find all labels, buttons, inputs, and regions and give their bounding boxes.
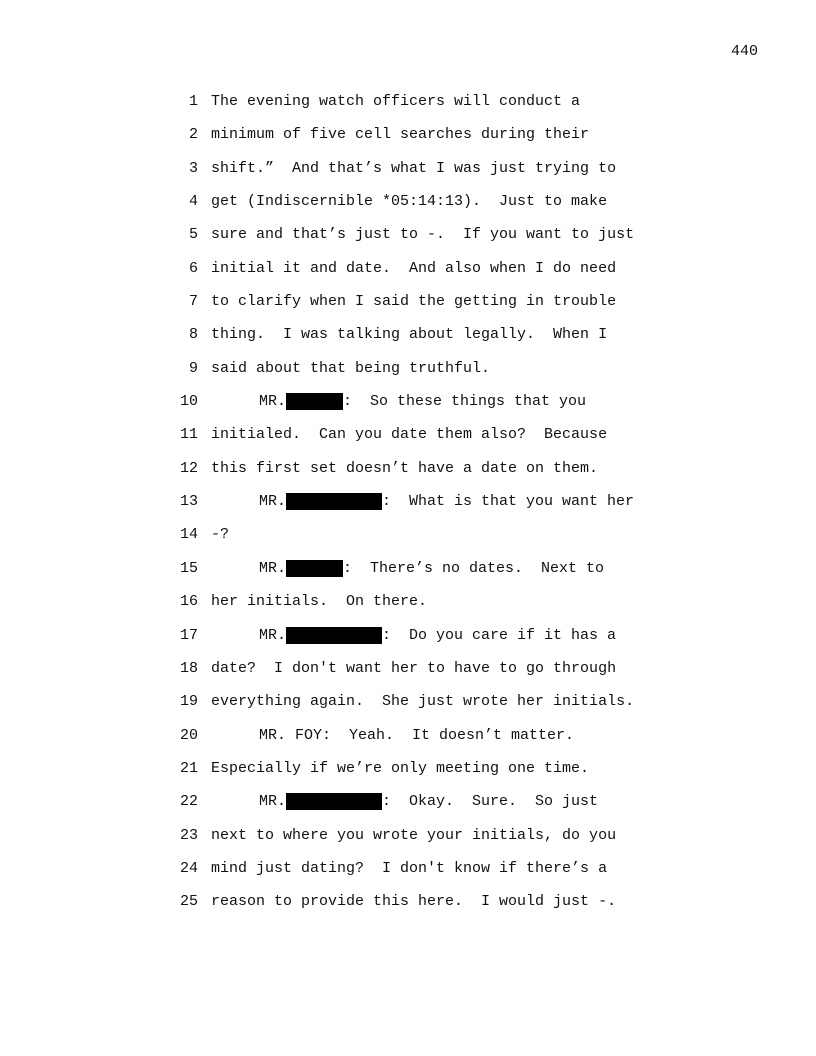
- line-text: minimum of five cell searches during their: [211, 126, 590, 144]
- line-number: 14: [179, 526, 198, 544]
- transcript-line: [176, 326, 676, 359]
- transcript-line: [176, 460, 676, 493]
- redaction-box: [286, 627, 382, 644]
- line-number: 22: [179, 793, 198, 811]
- line-number: 5: [188, 226, 198, 244]
- redaction-box: [286, 793, 382, 810]
- transcript-line: [176, 893, 676, 926]
- speaker-remark: : There’s no dates. Next to: [343, 559, 605, 577]
- line-number: 18: [179, 659, 198, 677]
- transcript-line: [176, 660, 676, 693]
- line-number: 8: [188, 326, 198, 344]
- line-text: thing. I was talking about legally. When I: [211, 326, 608, 344]
- line-text: [211, 793, 598, 810]
- line-number: 11: [179, 426, 198, 444]
- line-number: 17: [179, 626, 198, 644]
- transcript-line: [176, 760, 676, 793]
- line-number: 7: [188, 293, 198, 311]
- line-text: The evening watch officers will conduct a: [211, 93, 581, 110]
- line-number: 3: [188, 159, 198, 177]
- speaker-remark: : Do you care if it has a: [382, 626, 617, 644]
- line-text: [211, 393, 586, 410]
- speaker-title: MR.: [259, 626, 287, 644]
- line-number: 13: [179, 493, 198, 511]
- transcript-line: [176, 593, 676, 626]
- line-text: Especially if we’re only meeting one time.: [211, 759, 590, 777]
- line-number: 4: [188, 193, 198, 211]
- transcript-line: [176, 226, 676, 259]
- speaker-title: MR.: [259, 393, 287, 411]
- transcript-body: [176, 93, 676, 927]
- line-text: sure and that’s just to -. If you want to just: [211, 226, 635, 244]
- speaker-title: MR.: [259, 559, 287, 577]
- line-number: 9: [188, 359, 198, 377]
- line-text: [211, 560, 604, 577]
- redaction-box: [286, 393, 343, 410]
- line-text: mind just dating? I don't know if there’s a: [211, 859, 608, 877]
- transcript-line: [176, 827, 676, 860]
- line-number: 15: [179, 559, 198, 577]
- transcript-line: [176, 526, 676, 559]
- line-text: shift.” And that’s what I was just trying to: [211, 159, 617, 177]
- speaker-remark: : What is that you want her: [382, 493, 635, 511]
- transcript-line: [176, 426, 676, 459]
- line-text: this first set doesn’t have a date on them.: [211, 459, 599, 477]
- line-text: [211, 627, 616, 644]
- redaction-box: [286, 493, 382, 510]
- line-number: 24: [179, 859, 198, 877]
- transcript-line: [176, 193, 676, 226]
- speaker-title: MR.: [259, 793, 287, 811]
- transcript-line: [176, 860, 676, 893]
- line-number: 25: [179, 893, 198, 911]
- line-text: her initials. On there.: [211, 593, 428, 611]
- transcript-line: [176, 693, 676, 726]
- transcript-line: [176, 493, 676, 526]
- line-text: everything again. She just wrote her initials.: [211, 693, 635, 711]
- line-text: MR. FOY: Yeah. It doesn’t matter.: [259, 726, 575, 744]
- line-text: said about that being truthful.: [211, 359, 491, 377]
- line-text: reason to provide this here. I would just -.: [211, 893, 617, 911]
- transcript-line: [176, 126, 676, 159]
- line-number: 23: [179, 826, 198, 844]
- transcript-line: [176, 293, 676, 326]
- line-text: next to where you wrote your initials, do you: [211, 826, 617, 844]
- transcript-line: [176, 260, 676, 293]
- line-text: to clarify when I said the getting in trouble: [211, 293, 617, 311]
- line-number: 19: [179, 693, 198, 711]
- speaker-title: MR.: [259, 493, 287, 511]
- line-number: 20: [179, 726, 198, 744]
- line-text: initialed. Can you date them also? Because: [211, 426, 608, 444]
- transcript-line: [176, 793, 676, 826]
- speaker-remark: : So these things that you: [343, 393, 587, 411]
- transcript-line: [176, 393, 676, 426]
- line-text: [211, 493, 634, 510]
- line-number: 16: [179, 593, 198, 611]
- speaker-remark: : Okay. Sure. So just: [382, 793, 599, 811]
- transcript-line: [176, 627, 676, 660]
- line-text: initial it and date. And also when I do need: [211, 259, 617, 277]
- line-number: 10: [179, 393, 198, 411]
- line-number: 21: [179, 759, 198, 777]
- transcript-line: [176, 360, 676, 393]
- transcript-line: [176, 160, 676, 193]
- line-text: get (Indiscernible *05:14:13). Just to make: [211, 193, 608, 211]
- line-number: 6: [188, 259, 198, 277]
- page-number: 440: [731, 43, 759, 60]
- transcript-line: [176, 93, 676, 126]
- line-number: 12: [179, 459, 198, 477]
- line-text: date? I don't want her to have to go through: [211, 659, 617, 677]
- transcript-line: [176, 560, 676, 593]
- redaction-box: [286, 560, 343, 577]
- transcript-line: [176, 727, 676, 760]
- line-number: 1: [188, 93, 198, 110]
- line-text: -?: [211, 526, 230, 544]
- line-number: 2: [188, 126, 198, 144]
